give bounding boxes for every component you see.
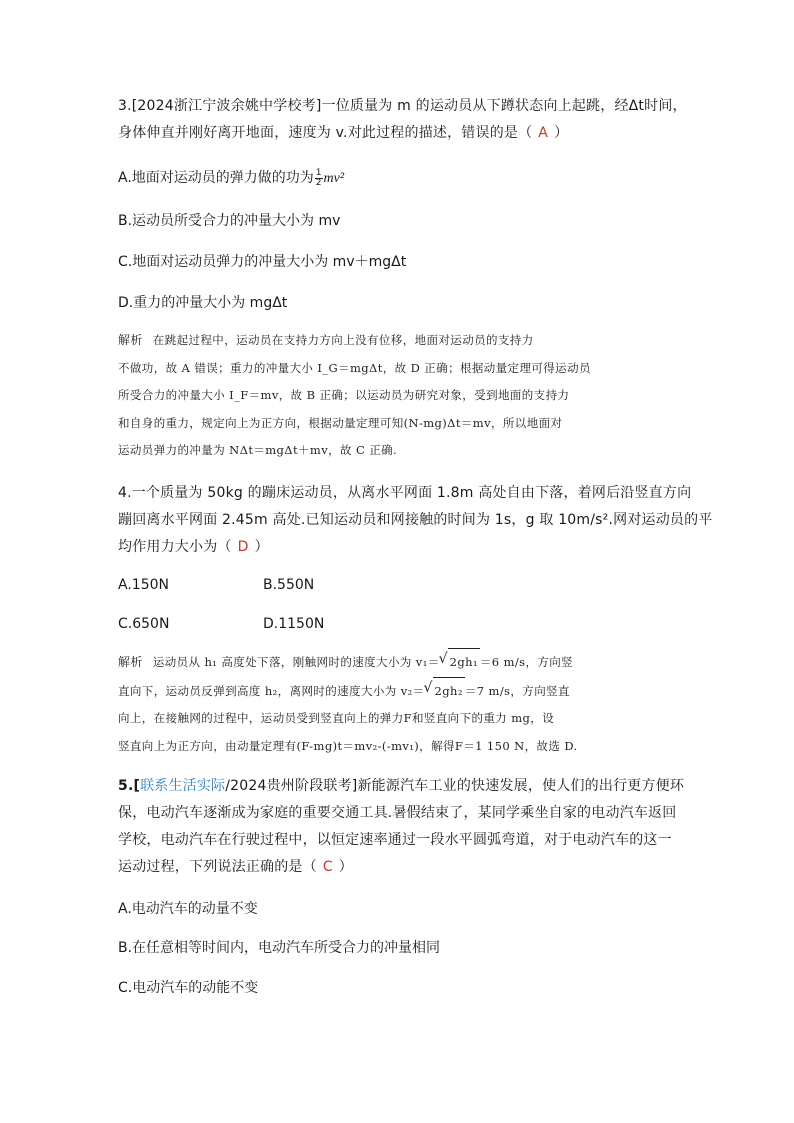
question-4-close-paren: ）	[254, 539, 269, 555]
question-5-line-4-text: 运动过程，下列说法正确的是（	[118, 859, 317, 875]
question-3-line-2	[118, 120, 678, 147]
question-4-stem	[118, 480, 713, 561]
square-root-2gh2: √ 2gh₂	[433, 677, 465, 706]
question-4-explanation-line-2	[118, 677, 678, 706]
question-4-line-3	[118, 534, 678, 561]
question-3-option-c: C.地面对运动员弹力的冲量大小为 mv＋mgΔt	[118, 254, 407, 270]
question-5-line-3: 学校，电动汽车在行驶过程中，以恒定速率通过一段水平圆弧弯道，对于电动汽车的这一	[118, 832, 672, 848]
question-5-option-b: B.在任意相等时间内，电动汽车所受合力的冲量相同	[118, 940, 441, 956]
question-4-line-3-text: 均作用力大小为（	[118, 539, 232, 555]
question-4-answer: D	[237, 539, 249, 555]
fraction-denominator: 2	[315, 177, 322, 188]
question-4-explanation-text-1b: ＝6 m/s，方向竖	[479, 655, 574, 669]
question-3-option-a-formula: mv²	[323, 171, 345, 186]
question-3-explanation-line-2: 不做功，故 A 错误；重力的冲量大小 I_G＝mgΔt，故 D 正确；根据动量定理可得运动员	[118, 360, 591, 375]
question-4-explanation-text-2b: ＝7 m/s，方向竖直	[464, 683, 570, 698]
question-4-option-a: A.150N	[118, 577, 169, 593]
question-4-option-d: D.1150N	[263, 616, 325, 632]
question-5-option-a: A.电动汽车的动量不变	[118, 901, 258, 917]
question-3-explanation-line-5: 运动员弹力的冲量为 NΔt＝mgΔt＋mv，故 C 正确.	[118, 443, 398, 457]
square-root-2gh1: √ 2gh₁	[448, 648, 480, 677]
explanation-label: 解析	[118, 655, 143, 669]
question-5-option-c: C.电动汽车的动能不变	[118, 980, 259, 996]
question-3-explanation	[118, 327, 678, 465]
question-5-line-2: 保，电动汽车逐渐成为家庭的重要交通工具.暑假结束了，某同学乘坐自家的电动汽车返回	[118, 805, 677, 821]
question-3-stem	[118, 93, 687, 147]
question-4-explanation	[118, 648, 678, 760]
question-3-line-2-text: 身体伸直并刚好离开地面，速度为 v.对此过程的描述，错误的是（	[118, 125, 533, 141]
question-4-explanation-line-1	[118, 648, 678, 677]
question-5-line-1	[118, 773, 685, 800]
question-4-explanation-text-2a: 直向下，运动员反弹到高度 h₂，离网时的速度大小为 v₂＝	[118, 683, 425, 698]
question-5-number: 5.[	[118, 778, 141, 794]
question-4-option-c: C.650N	[118, 616, 170, 632]
question-3-option-b: B.运动员所受合力的冲量大小为 mv	[118, 213, 341, 229]
question-3-explanation-line-4: 和自身的重力，规定向上为正方向，根据动量定理可知(N-mg)Δt＝mv，所以地面对	[118, 415, 563, 430]
question-4-line-1: 4.一个质量为 50kg 的蹦床运动员，从离水平网面 1.8m 高处自由下落，着网后沿竖直方向	[118, 485, 692, 501]
question-4-explanation-text-1a: 运动员从 h₁ 高度处下落，刚触网时的速度大小为 v₁＝	[152, 655, 440, 669]
question-3-line-1: 3.[2024浙江宁波余姚中学校考]一位质量为 m 的运动员从下蹲状态向上起跳，经Δt时间，	[118, 98, 687, 114]
topic-tag: 联系生活实际	[140, 778, 226, 794]
question-3-explanation-line-1	[118, 327, 678, 355]
question-3-option-a	[118, 168, 344, 189]
question-5-stem	[118, 773, 685, 881]
question-5-answer: C	[322, 859, 333, 875]
fraction-numerator: 1	[315, 167, 322, 178]
question-3-option-d: D.重力的冲量大小为 mgΔt	[118, 295, 288, 311]
question-5-line-4	[118, 854, 678, 881]
question-5-close-paren: ）	[338, 859, 353, 875]
fraction-one-half	[315, 169, 323, 188]
explanation-label: 解析	[118, 333, 143, 347]
question-3-close-paren: ）	[554, 125, 569, 141]
question-4-explanation-line-3: 向上，在接触网的过程中，运动员受到竖直向上的弹力F和竖直向下的重力 mg，设	[118, 711, 555, 725]
question-4-line-2: 蹦回离水平网面 2.45m 高处.已知运动员和网接触的时间为 1s，g 取 10m/s².网对运动员的平	[118, 512, 713, 528]
question-4-explanation-line-4: 竖直向上为正方向，由动量定理有(F-mg)t＝mv₂-(-mv₁)，解得F＝1 150 N，故选 D.	[118, 738, 578, 753]
question-3-option-a-text: A.地面对运动员的弹力做的功为	[118, 170, 314, 186]
question-3-explanation-line-3: 所受合力的冲量大小 I_F＝mv，故 B 正确；以运动员为研究对象，受到地面的支持力	[118, 388, 570, 402]
question-4-option-b: B.550N	[263, 577, 315, 593]
question-3-answer: A	[538, 125, 549, 141]
question-3-explanation-text-1: 在跳起过程中，运动员在支持力方向上没有位移，地面对运动员的支持力	[152, 333, 534, 347]
question-5-line-1-text: /2024贵州阶段联考]新能源汽车工业的快速发展，使人们的出行更方便环	[225, 778, 685, 794]
